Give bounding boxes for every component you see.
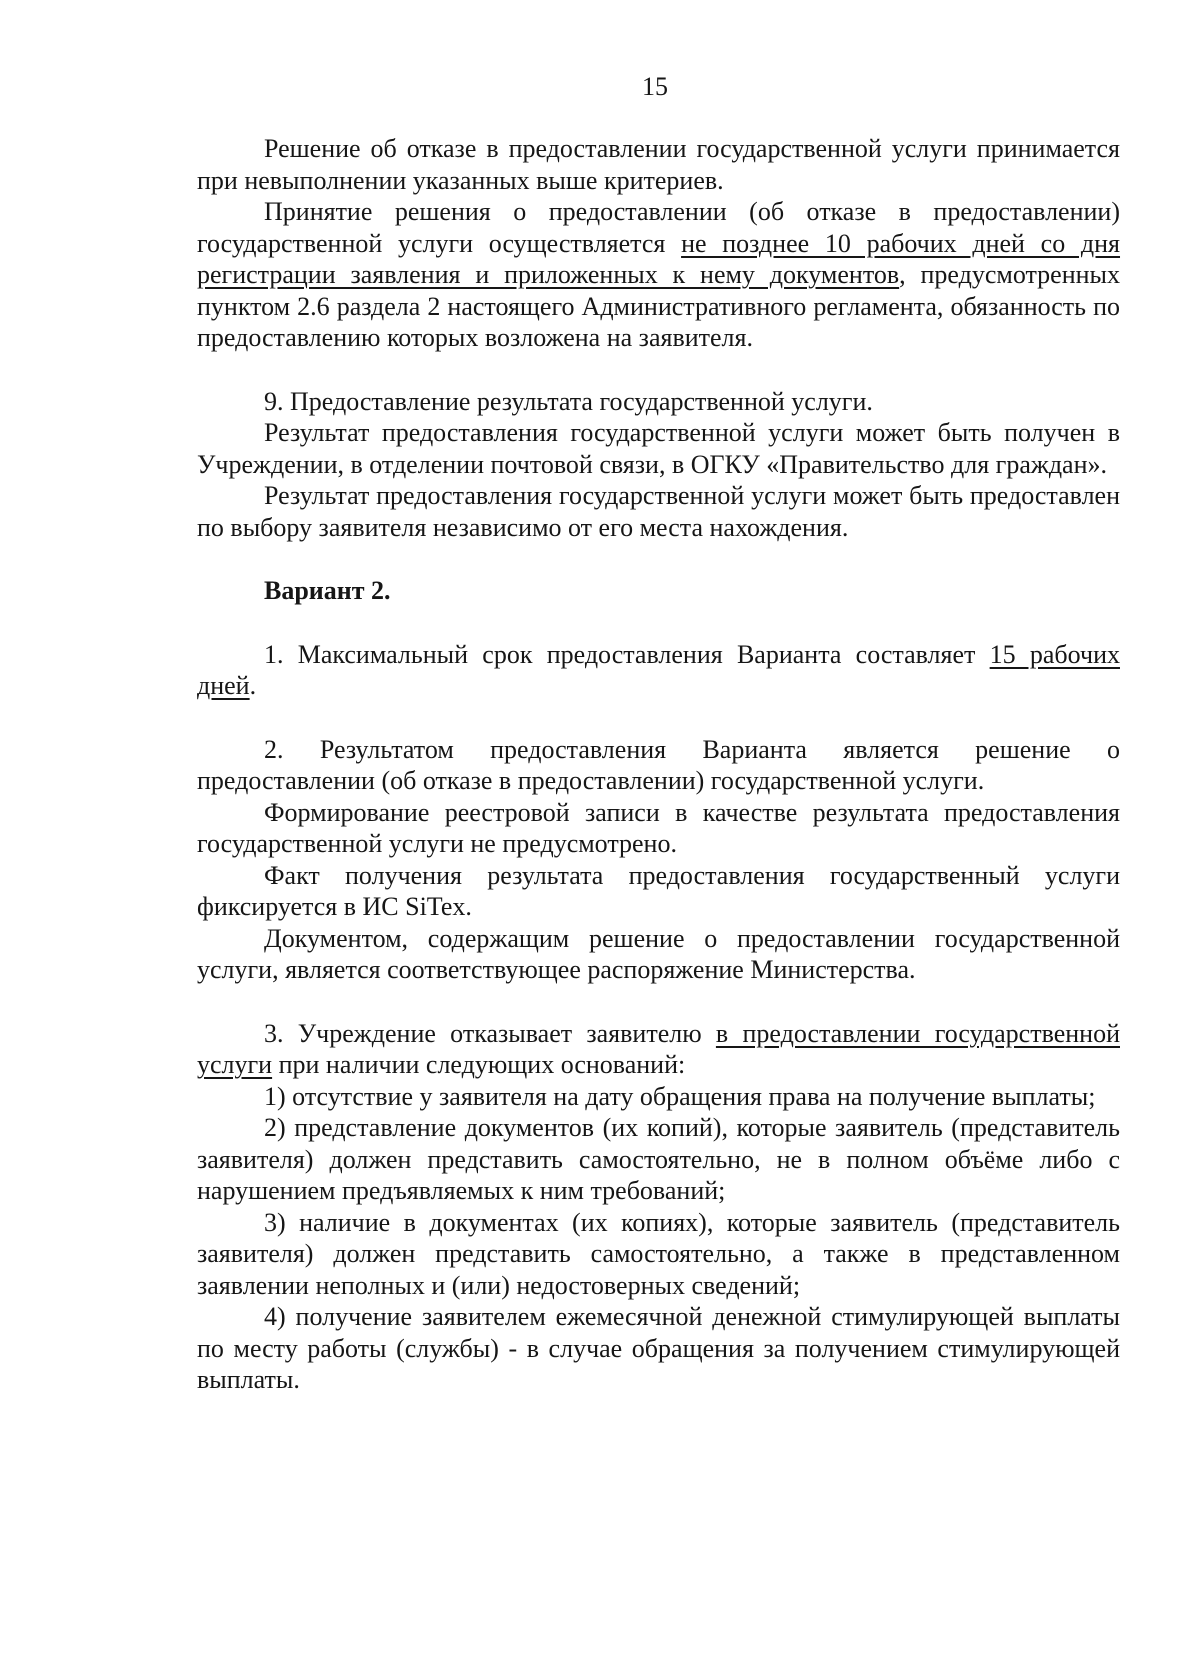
paragraph-text: .: [249, 671, 257, 700]
paragraph-text: , предусмотренных пунктом 2.6 раздела 2 настоящего Административного регламента, обязанность по предоставлению которых возложена на заявителя.: [197, 260, 1120, 352]
paragraph-text: 1. Максимальный срок предоставления Варианта составляет: [264, 639, 990, 669]
paragraph-decision-document: Документом, содержащим решение о предоставлении государственной услуги, является соответствующее распоряжение Министерства.: [197, 923, 1120, 984]
paragraph-text: 3. Учреждение отказывает заявителю: [264, 1018, 716, 1048]
underlined-term: 15 рабочих дней: [197, 639, 1120, 700]
paragraph-max-term: [197, 639, 1120, 702]
paragraph-result-receipt: Результат предоставления государственной услуги может быть получен в Учреждении, в отделении почтовой связи, в ОГКУ «Правительство для граждан».: [197, 418, 1120, 479]
list-item-ground-1: 1) отсутствие у заявителя на дату обращения права на получение выплаты;: [264, 1081, 1096, 1111]
spacer: [197, 354, 1120, 386]
list-item-ground-2: 2) представление документов (их копий), которые заявитель (представитель заявителя) должен представить самостоятельно, не в полном объёме либо с нарушением предъявляемых к ним требований;: [197, 1113, 1120, 1205]
underlined-refusal: в предоставлении государственной услуги: [197, 1018, 1120, 1079]
paragraph-refusal-decision: Решение об отказе в предоставлении государственной услуги принимается при невыполнении указанных выше критериев.: [197, 134, 1120, 195]
list-item-ground-4: 4) получение заявителем ежемесячной денежной стимулирующей выплаты по месту работы (службы) - в случае обращения за получением стимулирующей выплаты.: [197, 1302, 1120, 1394]
spacer: [197, 607, 1120, 639]
paragraph-decision-deadline: [197, 196, 1120, 354]
paragraph-text: Принятие решения о предоставлении (об отказе в предоставлении) государственной услуги осуществляется: [197, 197, 1120, 258]
spacer: [197, 986, 1120, 1018]
paragraph-result-choice: Результат предоставления государственной услуги может быть предоставлен по выбору заявителя независимо от его места нахождения.: [197, 481, 1120, 542]
variant-heading: Вариант 2.: [264, 576, 391, 605]
paragraph-result-fixation: Факт получения результата предоставления государственный услуги фиксируется в ИС SiTex.: [197, 860, 1120, 921]
paragraph-registry-record: Формирование реестровой записи в качестве результата предоставления государственной услуги не предусмотрено.: [197, 797, 1120, 858]
spacer: [197, 702, 1120, 734]
section-9-title: 9. Предоставление результата государственной услуги.: [264, 386, 873, 416]
paragraph-text: при наличии следующих оснований:: [272, 1050, 686, 1079]
document-body: [197, 133, 1120, 1396]
list-item-ground-3: 3) наличие в документах (их копиях), которые заявитель (представитель заявителя) должен представить самостоятельно, а также в представленном заявлении неполных и (или) недостоверных сведений;: [197, 1207, 1120, 1300]
page-number: 15: [642, 72, 668, 101]
paragraph-refusal-grounds: [197, 1018, 1120, 1081]
underlined-deadline: не позднее 10 рабочих дней со дня регистрации заявления и приложенных к нему документов: [197, 228, 1121, 289]
paragraph-variant-result: 2. Результатом предоставления Варианта является решение о предоставлении (об отказе в предоставлении) государственной услуги.: [197, 734, 1120, 795]
spacer: [197, 543, 1120, 575]
